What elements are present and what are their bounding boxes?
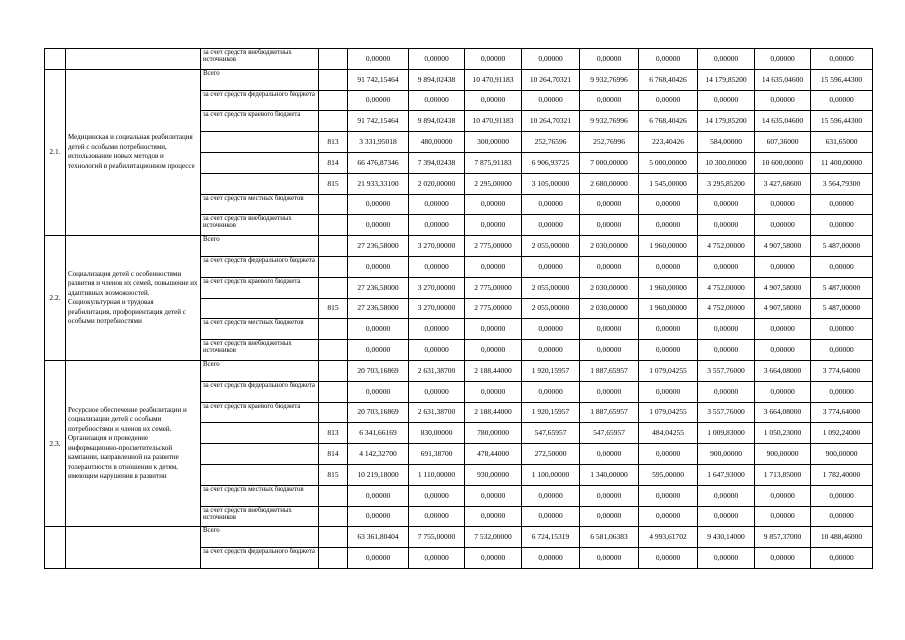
- amount-cell: 0,00000: [348, 49, 409, 70]
- amount-cell: 0,00000: [465, 90, 522, 111]
- amount-cell: 0,00000: [639, 506, 698, 527]
- amount-cell: 0,00000: [698, 548, 755, 569]
- amount-cell: 2 055,00000: [522, 298, 580, 319]
- amount-cell: 0,00000: [409, 485, 465, 506]
- budget-code-cell: [319, 256, 348, 277]
- funding-source-cell: [201, 444, 319, 465]
- amount-cell: 1 920,15957: [522, 360, 580, 381]
- amount-cell: 0,00000: [348, 90, 409, 111]
- amount-cell: 10 488,46000: [811, 527, 873, 548]
- amount-cell: 0,00000: [522, 340, 580, 361]
- amount-cell: 0,00000: [755, 506, 811, 527]
- amount-cell: 1 100,00000: [522, 464, 580, 485]
- funding-source-cell: Всего: [201, 527, 319, 548]
- funding-source-cell: за счет средств внебюджетных источников: [201, 506, 319, 527]
- section-description: Медицинская и социальная реабилитация детей с особыми потребностями, использование новых методов и технологий в реабилитационном процессе: [66, 69, 201, 235]
- amount-cell: 0,00000: [639, 319, 698, 340]
- amount-cell: 91 742,15464: [348, 111, 409, 132]
- amount-cell: 0,00000: [639, 444, 698, 465]
- amount-cell: 9 430,14000: [698, 527, 755, 548]
- amount-cell: 0,00000: [755, 381, 811, 402]
- amount-cell: 0,00000: [580, 90, 639, 111]
- amount-cell: 0,00000: [348, 381, 409, 402]
- budget-code-cell: [319, 402, 348, 423]
- amount-cell: 223,40426: [639, 132, 698, 153]
- amount-cell: 3 270,00000: [409, 298, 465, 319]
- amount-cell: 0,00000: [348, 506, 409, 527]
- amount-cell: 0,00000: [522, 485, 580, 506]
- amount-cell: 1 079,04255: [639, 402, 698, 423]
- amount-cell: 4 993,61702: [639, 527, 698, 548]
- budget-code-cell: 814: [319, 152, 348, 173]
- amount-cell: 484,04255: [639, 423, 698, 444]
- amount-cell: 10 300,00000: [698, 152, 755, 173]
- budget-code-cell: 814: [319, 444, 348, 465]
- amount-cell: 0,00000: [348, 340, 409, 361]
- amount-cell: 7 875,91183: [465, 152, 522, 173]
- funding-source-cell: за счет средств федерального бюджета: [201, 381, 319, 402]
- amount-cell: 0,00000: [522, 381, 580, 402]
- section-index-cell: [45, 49, 66, 70]
- budget-code-cell: [319, 90, 348, 111]
- amount-cell: 0,00000: [348, 215, 409, 236]
- amount-cell: 547,65957: [580, 423, 639, 444]
- amount-cell: 0,00000: [698, 340, 755, 361]
- amount-cell: 3 557,76000: [698, 402, 755, 423]
- budget-code-cell: [319, 49, 348, 70]
- amount-cell: 0,00000: [409, 256, 465, 277]
- funding-source-cell: за счет средств федерального бюджета: [201, 90, 319, 111]
- amount-cell: 1 782,40000: [811, 464, 873, 485]
- amount-cell: 1 340,00000: [580, 464, 639, 485]
- amount-cell: 480,00000: [409, 132, 465, 153]
- amount-cell: 0,00000: [811, 215, 873, 236]
- amount-cell: 0,00000: [580, 340, 639, 361]
- amount-cell: 0,00000: [409, 381, 465, 402]
- amount-cell: 0,00000: [580, 49, 639, 70]
- funding-source-cell: Всего: [201, 360, 319, 381]
- amount-cell: 5 487,00000: [811, 277, 873, 298]
- amount-cell: 6 768,40426: [639, 111, 698, 132]
- amount-cell: 9 932,76996: [580, 111, 639, 132]
- amount-cell: 1 960,00000: [639, 236, 698, 257]
- amount-cell: 11 400,00000: [811, 152, 873, 173]
- amount-cell: 0,00000: [522, 319, 580, 340]
- funding-source-cell: за счет средств внебюджетных источников: [201, 340, 319, 361]
- amount-cell: 3 557,76000: [698, 360, 755, 381]
- amount-cell: 0,00000: [348, 194, 409, 215]
- amount-cell: 0,00000: [811, 381, 873, 402]
- amount-cell: 0,00000: [522, 194, 580, 215]
- amount-cell: 0,00000: [639, 485, 698, 506]
- amount-cell: 10 264,70321: [522, 69, 580, 90]
- amount-cell: 3 270,00000: [409, 236, 465, 257]
- amount-cell: 0,00000: [580, 444, 639, 465]
- amount-cell: 3 774,64000: [811, 360, 873, 381]
- amount-cell: 63 361,80404: [348, 527, 409, 548]
- amount-cell: 2 055,00000: [522, 236, 580, 257]
- amount-cell: 3 774,64000: [811, 402, 873, 423]
- section-description: Социализация детей с особенностями развития и членов их семей, повышение их адаптивных возможностей. Социокультурная и трудовая реабилитация, профориентация детей с особыми потребностями: [66, 236, 201, 361]
- amount-cell: 27 236,58000: [348, 277, 409, 298]
- amount-cell: 631,65000: [811, 132, 873, 153]
- funding-source-cell: [201, 132, 319, 153]
- amount-cell: 0,00000: [755, 90, 811, 111]
- amount-cell: 930,00000: [465, 464, 522, 485]
- amount-cell: 1 960,00000: [639, 277, 698, 298]
- amount-cell: 584,00000: [698, 132, 755, 153]
- amount-cell: 0,00000: [465, 381, 522, 402]
- amount-cell: 0,00000: [811, 506, 873, 527]
- amount-cell: 0,00000: [580, 381, 639, 402]
- amount-cell: 0,00000: [580, 506, 639, 527]
- funding-source-cell: за счет средств краевого бюджета: [201, 111, 319, 132]
- amount-cell: 14 635,04600: [755, 69, 811, 90]
- amount-cell: 0,00000: [639, 90, 698, 111]
- funding-source-cell: [201, 152, 319, 173]
- amount-cell: 4 752,00000: [698, 298, 755, 319]
- amount-cell: 20 703,16869: [348, 402, 409, 423]
- budget-code-cell: [319, 360, 348, 381]
- amount-cell: 0,00000: [755, 548, 811, 569]
- amount-cell: 3 331,95018: [348, 132, 409, 153]
- amount-cell: 0,00000: [811, 340, 873, 361]
- amount-cell: 0,00000: [698, 381, 755, 402]
- amount-cell: 2 030,00000: [580, 236, 639, 257]
- amount-cell: 15 596,44300: [811, 111, 873, 132]
- amount-cell: 0,00000: [755, 319, 811, 340]
- amount-cell: 0,00000: [348, 485, 409, 506]
- funding-source-cell: [201, 464, 319, 485]
- amount-cell: 2 680,00000: [580, 173, 639, 194]
- amount-cell: 6 581,06383: [580, 527, 639, 548]
- table-row: [45, 236, 873, 257]
- amount-cell: 1 920,15957: [522, 402, 580, 423]
- amount-cell: 691,38700: [409, 444, 465, 465]
- amount-cell: 0,00000: [698, 485, 755, 506]
- budget-code-cell: [319, 236, 348, 257]
- amount-cell: 1 647,93000: [698, 464, 755, 485]
- budget-code-cell: [319, 527, 348, 548]
- budget-code-cell: [319, 340, 348, 361]
- amount-cell: 1 545,00000: [639, 173, 698, 194]
- amount-cell: 1 960,00000: [639, 298, 698, 319]
- amount-cell: 0,00000: [639, 194, 698, 215]
- amount-cell: 2 188,44000: [465, 402, 522, 423]
- amount-cell: 0,00000: [580, 256, 639, 277]
- amount-cell: 7 755,00000: [409, 527, 465, 548]
- amount-cell: 27 236,58000: [348, 236, 409, 257]
- amount-cell: 0,00000: [698, 215, 755, 236]
- amount-cell: 5 487,00000: [811, 236, 873, 257]
- amount-cell: 0,00000: [348, 548, 409, 569]
- amount-cell: 0,00000: [465, 319, 522, 340]
- funding-source-cell: за счет средств местных бюджетов: [201, 485, 319, 506]
- amount-cell: 3 105,00000: [522, 173, 580, 194]
- amount-cell: 21 933,33100: [348, 173, 409, 194]
- amount-cell: 607,36000: [755, 132, 811, 153]
- amount-cell: 3 664,08000: [755, 402, 811, 423]
- amount-cell: 0,00000: [811, 256, 873, 277]
- amount-cell: 5 487,00000: [811, 298, 873, 319]
- amount-cell: 0,00000: [755, 194, 811, 215]
- amount-cell: 1 887,65957: [580, 402, 639, 423]
- table-row: [45, 69, 873, 90]
- funding-source-cell: за счет средств местных бюджетов: [201, 194, 319, 215]
- budget-code-cell: [319, 485, 348, 506]
- amount-cell: 0,00000: [639, 548, 698, 569]
- amount-cell: 0,00000: [580, 319, 639, 340]
- section-description-cell: [66, 49, 201, 70]
- funding-source-cell: за счет средств местных бюджетов: [201, 319, 319, 340]
- amount-cell: 0,00000: [409, 340, 465, 361]
- amount-cell: 3 427,68600: [755, 173, 811, 194]
- amount-cell: 547,65957: [522, 423, 580, 444]
- amount-cell: 0,00000: [465, 194, 522, 215]
- amount-cell: 0,00000: [580, 215, 639, 236]
- amount-cell: 3 564,79300: [811, 173, 873, 194]
- amount-cell: 2 775,00000: [465, 236, 522, 257]
- amount-cell: 0,00000: [465, 49, 522, 70]
- amount-cell: 0,00000: [755, 485, 811, 506]
- budget-code-cell: [319, 194, 348, 215]
- amount-cell: 595,00000: [639, 464, 698, 485]
- amount-cell: 20 703,16869: [348, 360, 409, 381]
- budget-code-cell: [319, 506, 348, 527]
- funding-source-cell: Всего: [201, 69, 319, 90]
- budget-code-cell: [319, 277, 348, 298]
- amount-cell: 0,00000: [465, 485, 522, 506]
- amount-cell: 0,00000: [409, 90, 465, 111]
- funding-source-cell: [201, 298, 319, 319]
- amount-cell: 10 600,00000: [755, 152, 811, 173]
- amount-cell: 0,00000: [580, 194, 639, 215]
- budget-code-cell: [319, 548, 348, 569]
- amount-cell: 0,00000: [409, 194, 465, 215]
- amount-cell: 0,00000: [409, 548, 465, 569]
- amount-cell: 252,76596: [522, 132, 580, 153]
- amount-cell: 1 050,23000: [755, 423, 811, 444]
- amount-cell: 14 179,85200: [698, 69, 755, 90]
- amount-cell: 0,00000: [698, 49, 755, 70]
- amount-cell: 2 295,00000: [465, 173, 522, 194]
- budget-code-cell: 813: [319, 423, 348, 444]
- amount-cell: 0,00000: [698, 90, 755, 111]
- amount-cell: 6 906,93725: [522, 152, 580, 173]
- amount-cell: 4 907,58000: [755, 277, 811, 298]
- amount-cell: 9 857,37000: [755, 527, 811, 548]
- budget-code-cell: [319, 381, 348, 402]
- amount-cell: 1 092,24000: [811, 423, 873, 444]
- amount-cell: 1 713,85000: [755, 464, 811, 485]
- budget-code-cell: [319, 215, 348, 236]
- amount-cell: 14 635,04600: [755, 111, 811, 132]
- amount-cell: 4 752,00000: [698, 236, 755, 257]
- budget-code-cell: [319, 69, 348, 90]
- amount-cell: 2 631,38700: [409, 402, 465, 423]
- amount-cell: 0,00000: [465, 548, 522, 569]
- amount-cell: 0,00000: [639, 215, 698, 236]
- table-row: [45, 360, 873, 381]
- amount-cell: 6 724,15319: [522, 527, 580, 548]
- amount-cell: 1 079,04255: [639, 360, 698, 381]
- amount-cell: 7 532,00000: [465, 527, 522, 548]
- amount-cell: 900,00000: [755, 444, 811, 465]
- amount-cell: 0,00000: [811, 90, 873, 111]
- funding-source-cell: за счет средств федерального бюджета: [201, 256, 319, 277]
- amount-cell: 1 009,83000: [698, 423, 755, 444]
- amount-cell: 0,00000: [409, 506, 465, 527]
- budget-code-cell: [319, 319, 348, 340]
- amount-cell: 27 236,58000: [348, 298, 409, 319]
- amount-cell: 4 142,32700: [348, 444, 409, 465]
- amount-cell: 0,00000: [698, 319, 755, 340]
- section-index: 2.3.: [45, 360, 66, 526]
- amount-cell: 9 932,76996: [580, 69, 639, 90]
- amount-cell: 0,00000: [465, 506, 522, 527]
- amount-cell: 0,00000: [755, 340, 811, 361]
- amount-cell: 0,00000: [409, 49, 465, 70]
- amount-cell: 3 270,00000: [409, 277, 465, 298]
- amount-cell: 0,00000: [522, 90, 580, 111]
- amount-cell: 0,00000: [348, 256, 409, 277]
- amount-cell: 9 894,02438: [409, 111, 465, 132]
- amount-cell: 9 894,02438: [409, 69, 465, 90]
- funding-source-cell: за счет средств краевого бюджета: [201, 277, 319, 298]
- amount-cell: 0,00000: [580, 548, 639, 569]
- funding-source-cell: [201, 423, 319, 444]
- amount-cell: 2 020,00000: [409, 173, 465, 194]
- amount-cell: 900,00000: [811, 444, 873, 465]
- amount-cell: 0,00000: [409, 215, 465, 236]
- amount-cell: 0,00000: [580, 485, 639, 506]
- section-index: [45, 527, 66, 569]
- amount-cell: 10 219,18000: [348, 464, 409, 485]
- amount-cell: 0,00000: [811, 319, 873, 340]
- budget-table: [44, 48, 873, 569]
- amount-cell: 0,00000: [811, 49, 873, 70]
- amount-cell: 0,00000: [522, 215, 580, 236]
- amount-cell: 0,00000: [639, 340, 698, 361]
- amount-cell: 10 470,91183: [465, 69, 522, 90]
- section-description: [66, 527, 201, 569]
- amount-cell: 2 188,44000: [465, 360, 522, 381]
- amount-cell: 0,00000: [698, 506, 755, 527]
- amount-cell: 0,00000: [522, 49, 580, 70]
- amount-cell: 10 264,70321: [522, 111, 580, 132]
- amount-cell: 6 768,40426: [639, 69, 698, 90]
- table-body: [45, 49, 873, 569]
- amount-cell: 91 742,15464: [348, 69, 409, 90]
- budget-code-cell: 815: [319, 298, 348, 319]
- amount-cell: 4 907,58000: [755, 298, 811, 319]
- amount-cell: 0,00000: [639, 256, 698, 277]
- amount-cell: 0,00000: [811, 548, 873, 569]
- amount-cell: 3 295,85200: [698, 173, 755, 194]
- budget-code-cell: [319, 111, 348, 132]
- amount-cell: 0,00000: [348, 319, 409, 340]
- funding-source-cell: Всего: [201, 236, 319, 257]
- budget-code-cell: 813: [319, 132, 348, 153]
- amount-cell: 0,00000: [522, 256, 580, 277]
- amount-cell: 0,00000: [409, 319, 465, 340]
- amount-cell: 2 055,00000: [522, 277, 580, 298]
- budget-code-cell: 815: [319, 173, 348, 194]
- amount-cell: 2 775,00000: [465, 277, 522, 298]
- amount-cell: 252,76996: [580, 132, 639, 153]
- amount-cell: 0,00000: [465, 340, 522, 361]
- amount-cell: 6 341,66169: [348, 423, 409, 444]
- funding-source-cell: за счет средств внебюджетных источников: [201, 49, 319, 70]
- funding-source-cell: за счет средств внебюджетных источников: [201, 215, 319, 236]
- amount-cell: 2 631,38700: [409, 360, 465, 381]
- section-index: 2.1.: [45, 69, 66, 235]
- amount-cell: 7 000,00000: [580, 152, 639, 173]
- amount-cell: 0,00000: [465, 256, 522, 277]
- amount-cell: 300,00000: [465, 132, 522, 153]
- amount-cell: 272,50000: [522, 444, 580, 465]
- amount-cell: 10 470,91183: [465, 111, 522, 132]
- amount-cell: 3 664,08000: [755, 360, 811, 381]
- amount-cell: 2 030,00000: [580, 277, 639, 298]
- amount-cell: 0,00000: [639, 49, 698, 70]
- amount-cell: 0,00000: [522, 548, 580, 569]
- amount-cell: 2 030,00000: [580, 298, 639, 319]
- amount-cell: 5 000,00000: [639, 152, 698, 173]
- amount-cell: 15 596,44300: [811, 69, 873, 90]
- amount-cell: 14 179,85200: [698, 111, 755, 132]
- amount-cell: 2 775,00000: [465, 298, 522, 319]
- section-index: 2.2.: [45, 236, 66, 361]
- amount-cell: 0,00000: [698, 194, 755, 215]
- amount-cell: 66 476,87346: [348, 152, 409, 173]
- budget-code-cell: 815: [319, 464, 348, 485]
- amount-cell: 7 394,02438: [409, 152, 465, 173]
- amount-cell: 4 752,00000: [698, 277, 755, 298]
- amount-cell: 0,00000: [522, 506, 580, 527]
- amount-cell: 0,00000: [755, 256, 811, 277]
- amount-cell: 0,00000: [755, 215, 811, 236]
- amount-cell: 0,00000: [465, 215, 522, 236]
- amount-cell: 0,00000: [755, 49, 811, 70]
- table-row: [45, 527, 873, 548]
- funding-source-cell: за счет средств краевого бюджета: [201, 402, 319, 423]
- amount-cell: 4 907,58000: [755, 236, 811, 257]
- amount-cell: 0,00000: [639, 381, 698, 402]
- amount-cell: 1 110,00000: [409, 464, 465, 485]
- amount-cell: 0,00000: [698, 256, 755, 277]
- amount-cell: 1 887,65957: [580, 360, 639, 381]
- table-row: [45, 49, 873, 70]
- amount-cell: 0,00000: [811, 485, 873, 506]
- amount-cell: 830,00000: [409, 423, 465, 444]
- amount-cell: 478,44000: [465, 444, 522, 465]
- funding-source-cell: [201, 173, 319, 194]
- amount-cell: 780,00000: [465, 423, 522, 444]
- amount-cell: 900,00000: [698, 444, 755, 465]
- funding-source-cell: за счет средств федерального бюджета: [201, 548, 319, 569]
- section-description: Ресурсное обеспечение реабилитации и социализации детей с особыми потребностями и членов их семей. Организация и проведение информационно-просветительской кампании, направленной на развитие толерантности в отношении к детям, имеющим нарушения в развитии: [66, 360, 201, 526]
- amount-cell: 0,00000: [811, 194, 873, 215]
